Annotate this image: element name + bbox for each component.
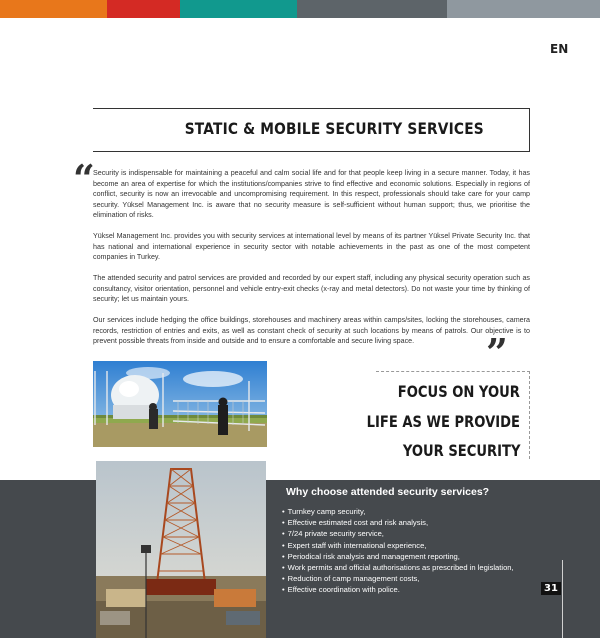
list-item: • Reduction of camp management costs, <box>282 573 514 584</box>
language-label: EN <box>550 42 569 56</box>
camp-security-photo <box>93 361 267 447</box>
page-number: 31 <box>541 582 561 595</box>
paragraph: Security is indispensable for maintaining a peaceful and calm social life and for that people keep living in a secure manner. Today, it has become an area of expertise for which the institutions/companies strive to find effective and economic solutions. Especially in regions of conflict, security is now an irrevocable and uncompromising requirement. In this respect, professionals should take care for your camp security. Yüksel Management Inc. is aware that no security measure is self-sufficient without human support; thus, we prioritise the elimination of risks. <box>93 169 530 219</box>
slogan-line-1: FOCUS ON YOUR <box>397 382 520 401</box>
list-item: • Effective estimated cost and risk analysis, <box>282 517 514 528</box>
list-item: • Periodical risk analysis and management reporting, <box>282 551 514 562</box>
list-item: • Turnkey camp security, <box>282 506 514 517</box>
slogan-line-2: LIFE AS WE PROVIDE <box>366 412 520 431</box>
page-number-rule <box>562 560 563 638</box>
close-quote-icon: ” <box>486 330 508 375</box>
title-box <box>93 108 530 152</box>
page-title: STATIC & MOBILE SECURITY SERVICES <box>184 119 484 138</box>
paragraph: The attended security and patrol services are provided and recorded by our expert staff, including any physical security operation such as consultancy, visitor orientation, personnel and vehicle entry-exit checks (x-ray and metal detectors). Do not waste your time by thinking of security; let us maintain yours. <box>93 274 530 303</box>
color-bar-teal <box>180 0 297 18</box>
list-item: • 7/24 private security service, <box>282 528 514 539</box>
color-bar-light-gray <box>447 0 600 18</box>
drilling-rig-photo <box>96 461 266 638</box>
color-bar-orange <box>0 0 107 18</box>
color-bar-red <box>107 0 180 18</box>
color-bar-dark-gray <box>297 0 447 18</box>
benefits-list <box>282 506 514 596</box>
slogan-line-3: YOUR SECURITY <box>402 441 520 460</box>
open-quote-icon: “ <box>73 156 95 201</box>
list-item: • Effective coordination with police. <box>282 584 514 595</box>
paragraph: Our services include hedging the office buildings, storehouses and machinery areas within camps/sites, locking the storehouses, camera records, restriction of entries and exits, as well as constant check of security at such locations by means of patrols. Our objective is to prevent possible threats from inside and outside and to ensure a comfortable and secure living space. <box>93 316 530 345</box>
list-item: • Work permits and official authorisations as prescribed in legislation, <box>282 562 514 573</box>
why-choose-heading: Why choose attended security services? <box>286 486 490 498</box>
body-text <box>93 168 530 357</box>
list-item: • Expert staff with international experience, <box>282 540 514 551</box>
paragraph: Yüksel Management Inc. provides you with security services at international level by means of its partner Yüksel Private Security Inc. that has national and international experience in security sector with notable achievements in the past as one of the most competent companies in Turkey. <box>93 232 530 261</box>
header-color-bar <box>0 0 600 18</box>
